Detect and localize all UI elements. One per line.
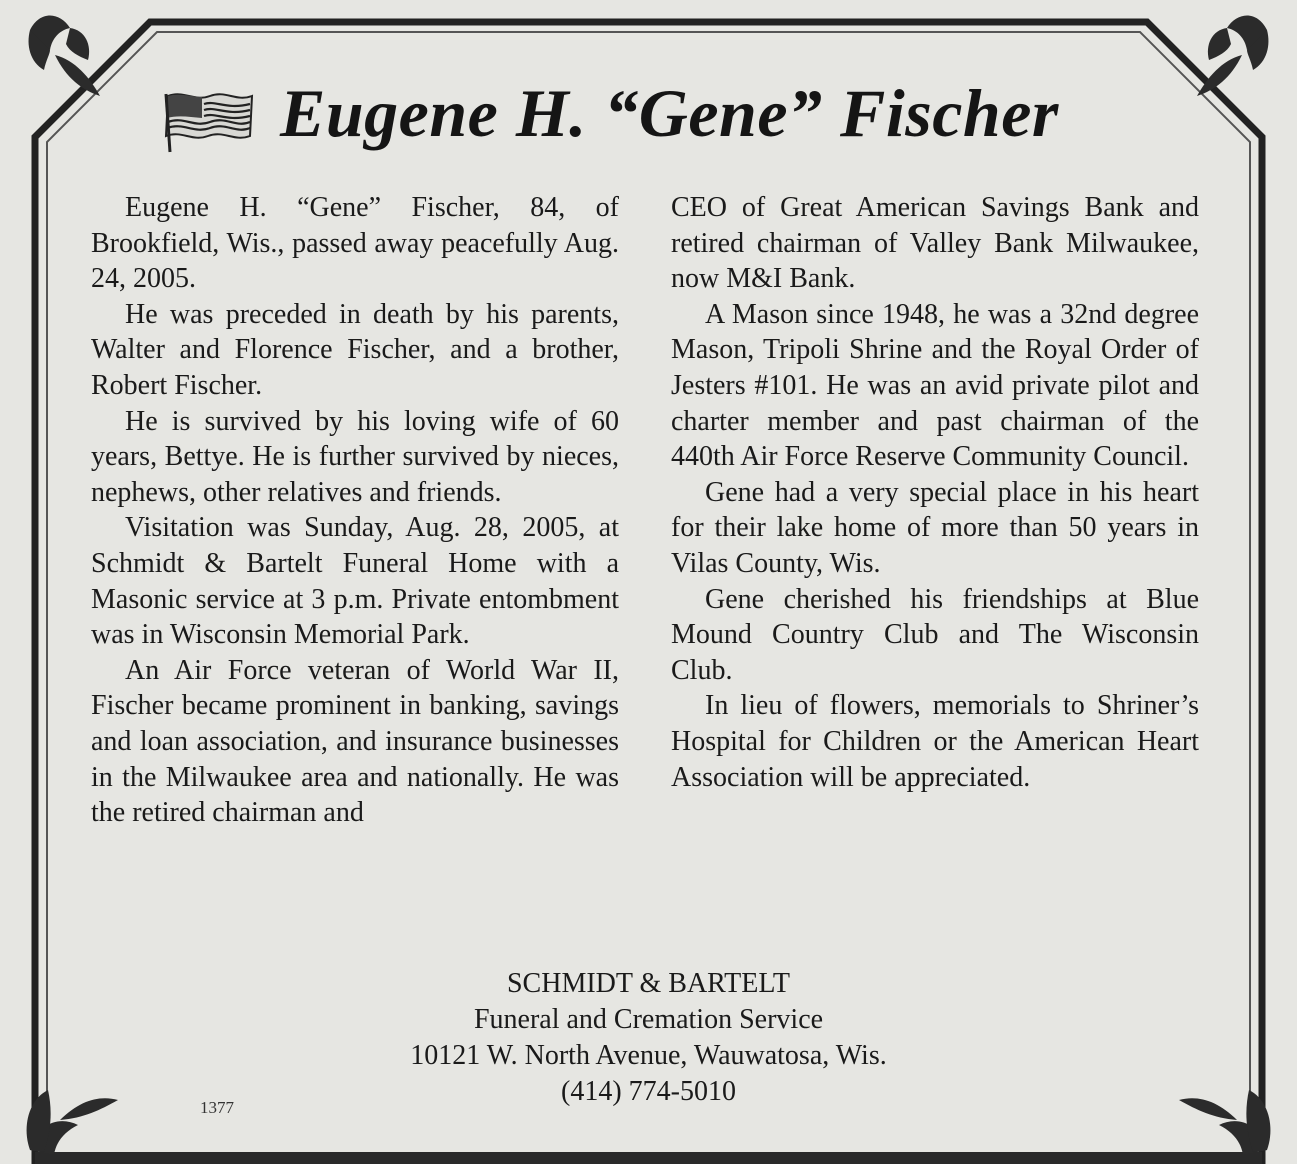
paragraph-visitation: Visitation was Sunday, Aug. 28, 2005, at Schmidt & Bartelt Funeral Home with a Masonic service at 3 p.m. Private entombment was in Wisconsin Memorial Park. (91, 512, 619, 651)
paragraph-intro: Eugene H. “Gene” Fischer, 84, of Brookfield, Wis., passed away peacefully Aug. 24, 2005. (91, 192, 619, 295)
leaf-ornament-icon-top-left (29, 16, 100, 97)
funeral-home-service: Funeral and Cremation Service (473, 1004, 824, 1035)
paragraph-mason: A Mason since 1948, he was a 32nd degree Mason, Tripoli Shrine and the Royal Order of Jesters #101. He was an avid private pilot and charter member and past chairman of the 440th Air Force Reserve Community Council. (671, 298, 1199, 473)
obituary-left-column (91, 190, 619, 831)
paragraph-survived: He is survived by his loving wife of 60 years, Bettye. He is further survived by nieces, nephews, other relatives and friends. (91, 405, 619, 508)
paragraph-preceded: He was preceded in death by his parents, Walter and Florence Fischer, and a brother, Robert Fischer. (91, 298, 619, 401)
obituary-title: Eugene H. “Gene” Fischer (280, 75, 1059, 151)
funeral-home-name: SCHMIDT & BARTELT (506, 968, 791, 999)
paragraph-memorials: In lieu of flowers, memorials to Shriner’s Hospital for Children or the American Heart Association will be appreciated. (671, 690, 1199, 793)
funeral-home-address: 10121 W. North Avenue, Wauwatosa, Wis. (410, 1040, 887, 1071)
paragraph-career-continued: CEO of Great American Savings Bank and retired chairman of Valley Bank Milwaukee, now M&I Bank. (671, 192, 1199, 295)
paragraph-lake-home: Gene had a very special place in his heart for their lake home of more than 50 years in Vilas County, Wis. (671, 476, 1199, 579)
funeral-home-phone: (414) 774-5010 (561, 1076, 736, 1107)
paragraph-career: An Air Force veteran of World War II, Fischer became prominent in banking, savings and loan association, and insurance businesses in the Milwaukee area and nationally. He was the retired chairman and (91, 654, 619, 829)
paragraph-friendships: Gene cherished his friendships at Blue Mound Country Club and The Wisconsin Club. (671, 583, 1199, 686)
funeral-home-block (0, 966, 1297, 1110)
american-flag-icon (164, 88, 256, 154)
ad-code: 1377 (200, 1098, 234, 1117)
leaf-ornament-icon-top-right (1197, 16, 1268, 97)
obituary-right-column (671, 190, 1199, 795)
